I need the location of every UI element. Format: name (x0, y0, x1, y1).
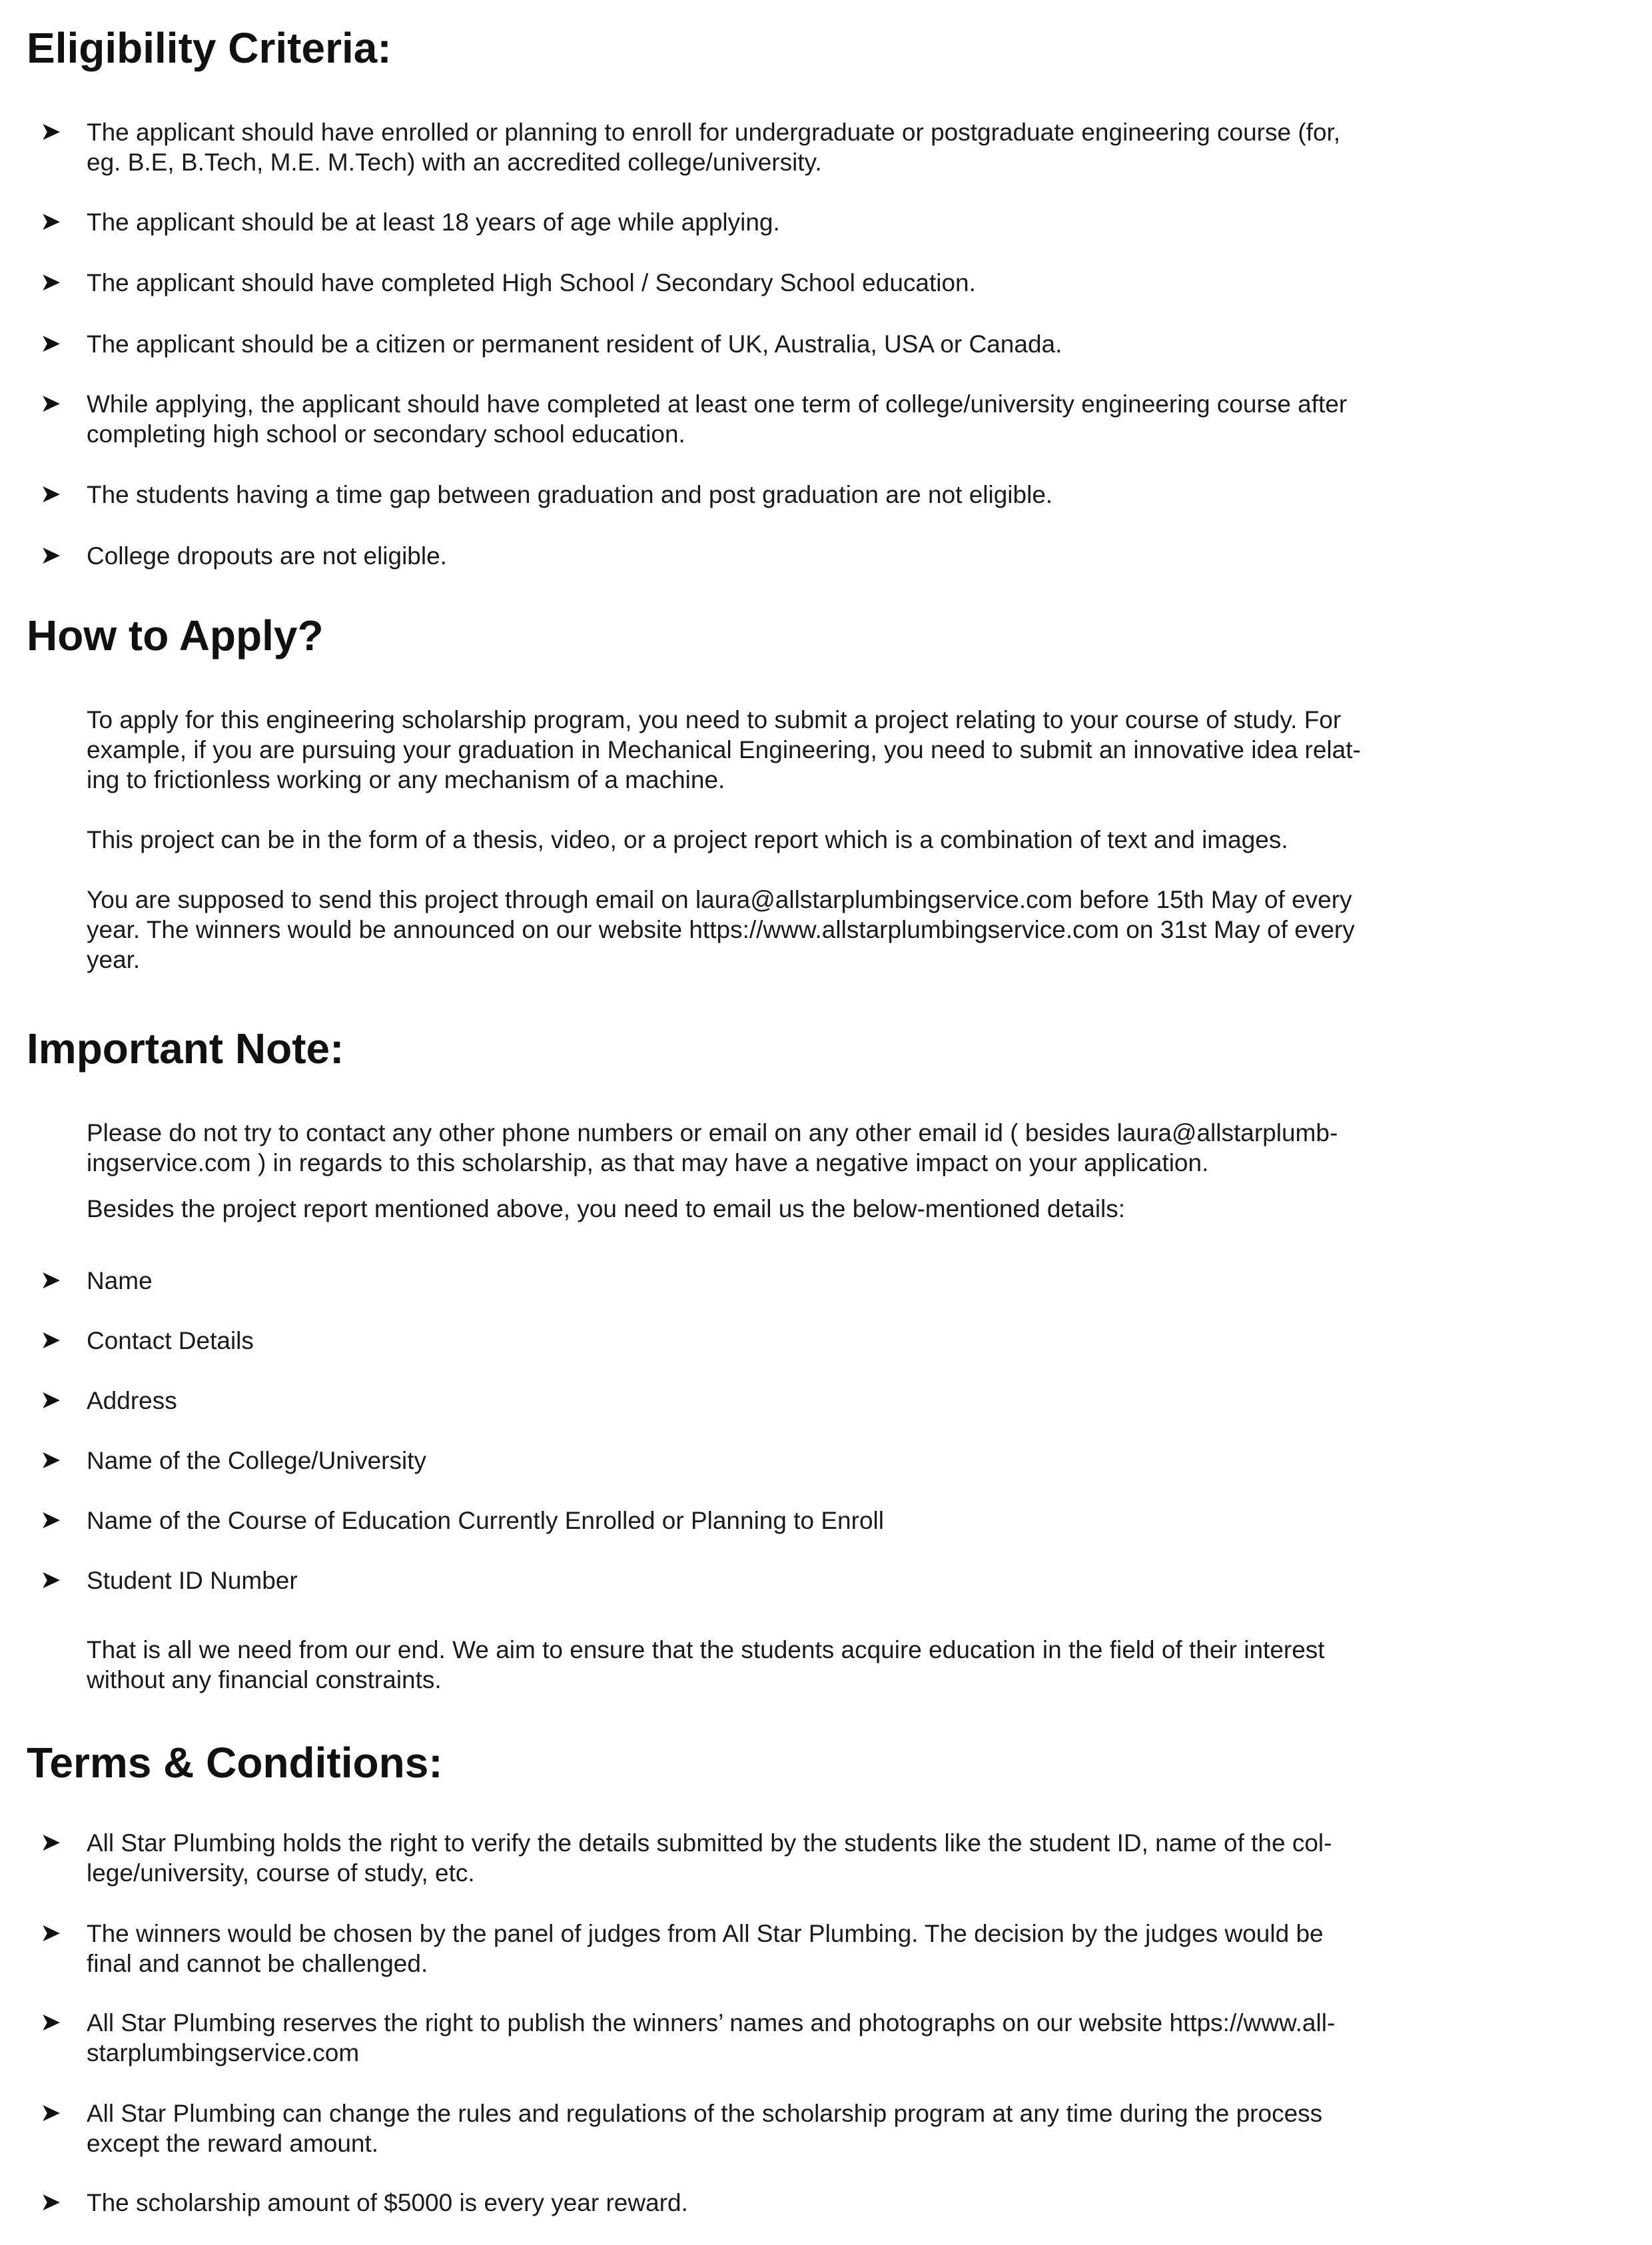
detail-item-text: Name (87, 1267, 153, 1294)
bullet-arrow-icon: ➤ (40, 268, 61, 296)
bullet-arrow-icon: ➤ (40, 2099, 61, 2127)
terms-heading: Terms & Conditions: (27, 1739, 443, 1787)
eligibility-item-text: The students having a time gap between graduation and post graduation are not eligible. (87, 481, 1053, 508)
terms-item-text: All Star Plumbing can change the rules and regulations of the scholarship program at any time during the process except the reward amount. (87, 2100, 1323, 2157)
bullet-arrow-icon: ➤ (40, 2009, 61, 2036)
terms-item-text: All Star Plumbing reserves the right to publish the winners’ names and photographs on our website https://www.all-starplumbingservice.com (87, 2009, 1336, 2066)
bullet-arrow-icon: ➤ (40, 1919, 61, 1947)
detail-item-text: Address (87, 1387, 177, 1414)
bullet-arrow-icon: ➤ (40, 208, 61, 236)
eligibility-heading: Eligibility Criteria: (27, 24, 392, 72)
detail-item-text: Student ID Number (87, 1567, 298, 1594)
how-to-apply-heading: How to Apply? (27, 612, 324, 660)
eligibility-item-text: The applicant should be a citizen or permanent resident of UK, Australia, USA or Canada. (87, 330, 1062, 358)
bullet-arrow-icon: ➤ (40, 542, 61, 570)
bullet-arrow-icon: ➤ (40, 1446, 61, 1474)
bullet-arrow-icon: ➤ (40, 330, 61, 358)
eligibility-item-text: The applicant should be at least 18 years of age while applying. (87, 209, 780, 236)
bullet-arrow-icon: ➤ (40, 1326, 61, 1354)
terms-item-text: The scholarship amount of $5000 is every year reward. (87, 2189, 688, 2216)
eligibility-item-text: While applying, the applicant should have completed at least one term of college/university engineering course after completing high school or secondary school education. (87, 390, 1348, 448)
important-note-paragraph: Besides the project report mentioned above, you need to email us the below-mentioned details: (87, 1195, 1126, 1222)
important-note-closing: That is all we need from our end. We aim to ensure that the students acquire education in the field of their interest without any financial constraints. (87, 1636, 1325, 1693)
bullet-arrow-icon: ➤ (40, 118, 61, 146)
how-to-apply-paragraph: This project can be in the form of a thesis, video, or a project report which is a combination of text and images. (87, 826, 1288, 853)
bullet-arrow-icon: ➤ (40, 390, 61, 418)
important-note-heading: Important Note: (27, 1025, 344, 1073)
how-to-apply-paragraph: To apply for this engineering scholarship program, you need to submit a project relating to your course of study. For example, if you are pursuing your graduation in Mechanical Engineering, you need to submit an innovative idea relat-ing to frictionless working or any mechanism of a machine. (87, 706, 1361, 793)
bullet-arrow-icon: ➤ (40, 1566, 61, 1594)
detail-item-text: Name of the Course of Education Currently Enrolled or Planning to Enroll (87, 1507, 884, 1534)
bullet-arrow-icon: ➤ (40, 1266, 61, 1294)
bullet-arrow-icon: ➤ (40, 1386, 61, 1414)
bullet-arrow-icon: ➤ (40, 1829, 61, 1857)
bullet-arrow-icon: ➤ (40, 1506, 61, 1534)
detail-item-text: Contact Details (87, 1327, 254, 1354)
how-to-apply-paragraph: You are supposed to send this project through email on laura@allstarplumbingservice.com before 15th May of every year. The winners would be announced on our website https://www.allstarplumbingservice.com on 31st May of every year. (87, 886, 1355, 973)
eligibility-item-text: College dropouts are not eligible. (87, 542, 447, 570)
eligibility-item-text: The applicant should have enrolled or planning to enroll for undergraduate or postgraduate engineering course (for, eg. B.E, B.Tech, M.E. M.Tech) with an accredited college/university. (87, 119, 1341, 176)
terms-item-text: All Star Plumbing holds the right to verify the details submitted by the students like the student ID, name of the col-lege/university, course of study, etc. (87, 1829, 1332, 1887)
eligibility-item-text: The applicant should have completed High School / Secondary School education. (87, 269, 976, 296)
terms-item-text: The winners would be chosen by the panel of judges from All Star Plumbing. The decision by the judges would be final and cannot be challenged. (87, 1920, 1324, 1977)
important-note-paragraph: Please do not try to contact any other phone numbers or email on any other email id ( besides laura@allstarplumb-ingservice.com ) in regards to this scholarship, as that may have a negative impact on your application. (87, 1119, 1338, 1176)
bullet-arrow-icon: ➤ (40, 2188, 61, 2216)
bullet-arrow-icon: ➤ (40, 480, 61, 508)
detail-item-text: Name of the College/University (87, 1447, 426, 1474)
